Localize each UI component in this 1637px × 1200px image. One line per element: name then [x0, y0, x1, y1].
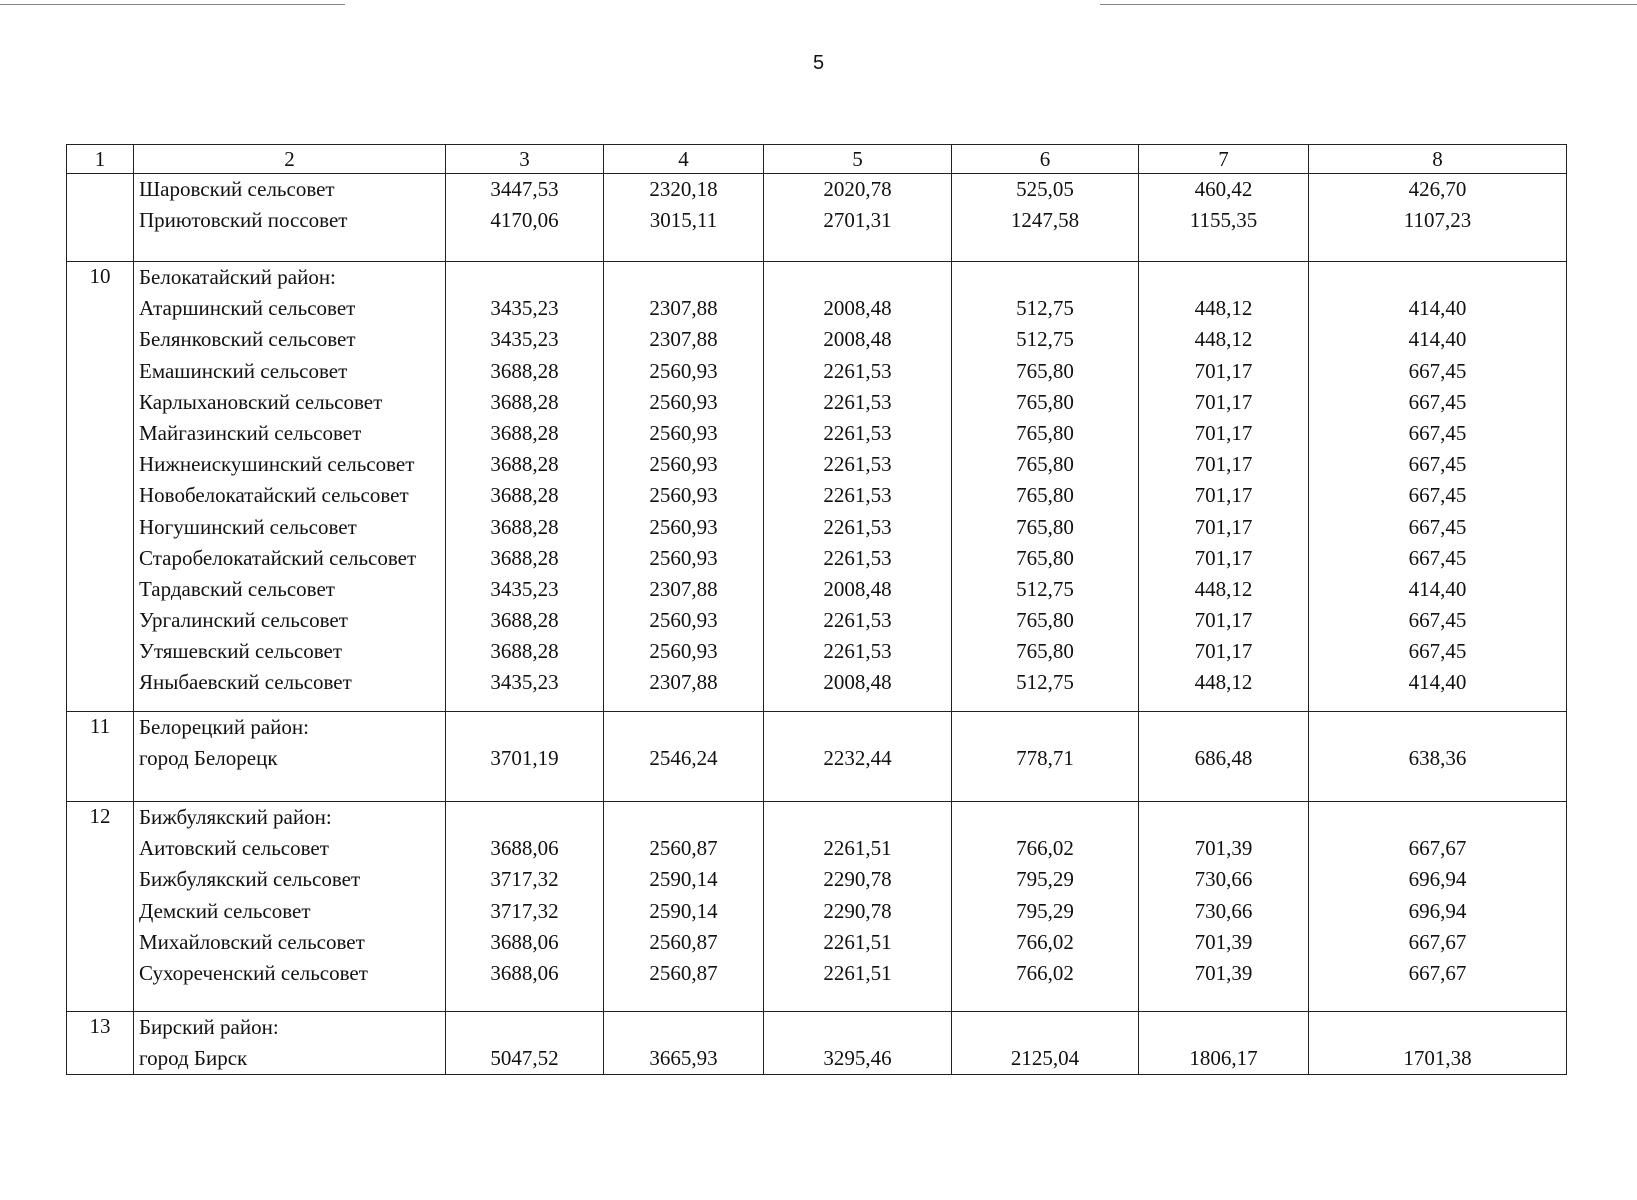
value: 3688,28 — [490, 608, 559, 633]
value-cell-col-7 — [1139, 174, 1309, 262]
value: 2261,53 — [823, 514, 892, 539]
value: 2560,93 — [649, 639, 718, 664]
value: 667,45 — [1408, 389, 1467, 414]
value: 2560,93 — [649, 420, 718, 445]
value: 730,66 — [1194, 867, 1253, 892]
title-spacer — [1139, 262, 1308, 293]
value: 667,67 — [1408, 836, 1467, 861]
value: 3688,06 — [490, 929, 559, 954]
value: 2008,48 — [823, 576, 892, 601]
value: 2290,78 — [823, 867, 892, 892]
value: 2307,88 — [649, 327, 718, 352]
value: 730,66 — [1194, 898, 1253, 923]
value: 1107,23 — [1403, 208, 1472, 233]
value: 667,67 — [1408, 960, 1467, 985]
value: 765,80 — [1016, 452, 1074, 477]
value-cell-col-8 — [1309, 802, 1567, 1012]
value: 667,45 — [1408, 358, 1467, 383]
settlement-name: Утяшевский сельсовет — [139, 639, 343, 664]
title-spacer — [764, 712, 951, 743]
value: 3701,19 — [490, 746, 559, 771]
title-spacer — [604, 802, 763, 833]
value: 2560,93 — [649, 358, 718, 383]
value: 3435,23 — [490, 670, 559, 695]
settlement-name: Атаршинский сельсовет — [139, 296, 356, 321]
title-spacer — [1309, 802, 1566, 833]
value-cell-col-3 — [446, 1012, 604, 1075]
value: 1247,58 — [1010, 208, 1080, 233]
settlement-name: Приютовский поссовет — [139, 208, 348, 233]
value: 2701,31 — [823, 208, 892, 233]
value-cell-col-7 — [1139, 712, 1309, 802]
value-cell-col-8 — [1309, 262, 1567, 712]
value: 3435,23 — [490, 576, 559, 601]
value: 2125,04 — [1010, 1046, 1080, 1071]
value: 701,39 — [1194, 929, 1253, 954]
header-cell-2: 2 — [134, 145, 446, 174]
value: 778,71 — [1016, 746, 1074, 771]
title-spacer — [1309, 262, 1566, 293]
value: 414,40 — [1408, 670, 1467, 695]
value: 795,29 — [1016, 898, 1074, 923]
settlement-name: город Белорецк — [139, 746, 278, 771]
value-cell-col-4 — [604, 802, 764, 1012]
value-cell-col-6 — [952, 802, 1139, 1012]
value: 2560,87 — [649, 929, 718, 954]
title-spacer — [446, 712, 603, 743]
value: 2560,87 — [649, 960, 718, 985]
title-spacer — [446, 1012, 603, 1043]
header-cell-1: 1 — [67, 145, 134, 174]
value-cell-col-7 — [1139, 802, 1309, 1012]
value: 2008,48 — [823, 670, 892, 695]
table-block-row — [67, 1012, 1567, 1075]
value-cell-col-4 — [604, 1012, 764, 1075]
value: 2261,53 — [823, 608, 892, 633]
value: 1155,35 — [1189, 208, 1258, 233]
settlement-name: Белянковский сельсовет — [139, 327, 356, 352]
value: 701,39 — [1194, 960, 1253, 985]
title-spacer — [446, 802, 603, 833]
header-row — [67, 145, 1567, 174]
value: 3688,06 — [490, 836, 559, 861]
value-cell-col-3 — [446, 802, 604, 1012]
header-cell-4: 4 — [604, 145, 764, 174]
title-spacer — [446, 262, 603, 293]
value: 766,02 — [1016, 929, 1074, 954]
value: 414,40 — [1408, 576, 1467, 601]
value: 2261,51 — [823, 929, 892, 954]
settlement-name: Нижнеискушинский сельсовет — [139, 452, 415, 477]
title-spacer — [1309, 712, 1566, 743]
settlement-name: Бижбулякский сельсовет — [139, 867, 361, 892]
value-cell-col-3 — [446, 174, 604, 262]
title-spacer — [604, 1012, 763, 1043]
value: 2261,53 — [823, 545, 892, 570]
value-cell-col-6 — [952, 712, 1139, 802]
value-cell-col-3 — [446, 262, 604, 712]
table-block-row — [67, 262, 1567, 712]
value: 701,17 — [1194, 545, 1253, 570]
value: 701,17 — [1194, 420, 1253, 445]
value: 2261,53 — [823, 358, 892, 383]
settlement-name: Тардавский сельсовет — [139, 576, 335, 601]
value: 2590,14 — [649, 898, 718, 923]
value: 701,39 — [1194, 836, 1253, 861]
value: 701,17 — [1194, 608, 1253, 633]
district-title: Бижбулякский район: — [139, 805, 332, 829]
block-name-cell — [134, 712, 446, 802]
value: 3688,28 — [490, 452, 559, 477]
value: 765,80 — [1016, 608, 1074, 633]
value: 2590,14 — [649, 867, 718, 892]
settlement-name: Новобелокатайский сельсовет — [139, 483, 409, 508]
value: 3435,23 — [490, 327, 559, 352]
header-cell-3: 3 — [446, 145, 604, 174]
block-number-cell: 10 — [67, 262, 134, 712]
value: 448,12 — [1194, 576, 1253, 601]
value: 512,75 — [1016, 327, 1074, 352]
settlement-name: Ургалинский сельсовет — [139, 608, 348, 633]
value: 512,75 — [1016, 576, 1074, 601]
title-spacer — [952, 712, 1138, 743]
value: 765,80 — [1016, 420, 1074, 445]
value: 1701,38 — [1403, 1046, 1472, 1071]
value: 701,17 — [1194, 639, 1253, 664]
value: 667,45 — [1408, 639, 1467, 664]
top-edge-rule-right — [1100, 4, 1637, 5]
value: 701,17 — [1194, 358, 1253, 383]
value-cell-col-5 — [764, 712, 952, 802]
value-cell-col-6 — [952, 262, 1139, 712]
value: 2261,53 — [823, 639, 892, 664]
value: 512,75 — [1016, 296, 1074, 321]
value: 525,05 — [1016, 177, 1074, 201]
value: 2261,53 — [823, 420, 892, 445]
value-cell-col-4 — [604, 262, 764, 712]
block-number-cell: 11 — [67, 712, 134, 802]
value: 4170,06 — [490, 208, 559, 233]
value: 2560,93 — [649, 389, 718, 414]
value: 2008,48 — [823, 327, 892, 352]
value: 667,45 — [1408, 514, 1467, 539]
title-spacer — [952, 1012, 1138, 1043]
value: 667,45 — [1408, 452, 1467, 477]
header-cell-6: 6 — [952, 145, 1139, 174]
value: 2560,93 — [649, 452, 718, 477]
block-name-cell — [134, 1012, 446, 1075]
settlement-name: Старобелокатайский сельсовет — [139, 545, 417, 570]
value: 667,45 — [1408, 545, 1467, 570]
value: 3435,23 — [490, 296, 559, 321]
block-name-cell — [134, 262, 446, 712]
value: 2020,78 — [823, 177, 892, 201]
table-block-row — [67, 712, 1567, 802]
value: 765,80 — [1016, 389, 1074, 414]
value: 795,29 — [1016, 867, 1074, 892]
settlement-name: город Бирск — [139, 1046, 248, 1071]
value: 3015,11 — [649, 208, 718, 233]
value: 696,94 — [1408, 867, 1467, 892]
settlement-name: Сухореченский сельсовет — [139, 960, 368, 985]
value: 2307,88 — [649, 296, 718, 321]
district-title: Бирский район: — [139, 1015, 279, 1039]
title-spacer — [764, 1012, 951, 1043]
value: 448,12 — [1194, 296, 1253, 321]
settlement-name: Аитовский сельсовет — [139, 836, 329, 861]
value: 3688,28 — [490, 358, 559, 383]
table-block-row — [67, 174, 1567, 262]
title-spacer — [952, 262, 1138, 293]
value: 426,70 — [1408, 177, 1467, 201]
value-cell-col-7 — [1139, 262, 1309, 712]
value: 2560,93 — [649, 608, 718, 633]
value: 5047,52 — [490, 1046, 559, 1071]
settlement-name: Яныбаевский сельсовет — [139, 670, 352, 695]
district-title: Белокатайский район: — [139, 265, 336, 289]
title-spacer — [604, 262, 763, 293]
value: 2232,44 — [823, 746, 892, 771]
title-spacer — [764, 802, 951, 833]
title-spacer — [764, 262, 951, 293]
value: 3688,28 — [490, 639, 559, 664]
settlement-name: Демский сельсовет — [139, 898, 311, 923]
block-number-cell: 12 — [67, 802, 134, 1012]
header-cell-7: 7 — [1139, 145, 1309, 174]
value: 2261,53 — [823, 389, 892, 414]
data-table — [66, 144, 1567, 1075]
value: 2560,87 — [649, 836, 718, 861]
value: 765,80 — [1016, 483, 1074, 508]
value: 460,42 — [1194, 177, 1253, 201]
value: 3688,28 — [490, 483, 559, 508]
settlement-name: Емашинский сельсовет — [139, 358, 348, 383]
value-cell-col-5 — [764, 262, 952, 712]
value-cell-col-8 — [1309, 1012, 1567, 1075]
value: 414,40 — [1408, 296, 1467, 321]
value: 2546,24 — [649, 746, 718, 771]
value: 448,12 — [1194, 670, 1253, 695]
district-title: Белорецкий район: — [139, 715, 309, 739]
header-cell-5: 5 — [764, 145, 952, 174]
value: 3688,06 — [490, 960, 559, 985]
value: 765,80 — [1016, 358, 1074, 383]
title-spacer — [1139, 802, 1308, 833]
value: 2261,53 — [823, 452, 892, 477]
settlement-name: Ногушинский сельсовет — [139, 514, 357, 539]
value: 2560,93 — [649, 545, 718, 570]
value-cell-col-5 — [764, 174, 952, 262]
value: 667,45 — [1408, 483, 1467, 508]
header-cell-8: 8 — [1309, 145, 1567, 174]
value: 765,80 — [1016, 545, 1074, 570]
value: 701,17 — [1194, 389, 1253, 414]
value: 638,36 — [1408, 746, 1467, 771]
value: 667,67 — [1408, 929, 1467, 954]
value: 701,17 — [1194, 483, 1253, 508]
value: 448,12 — [1194, 327, 1253, 352]
value: 1806,17 — [1189, 1046, 1258, 1071]
value: 766,02 — [1016, 836, 1074, 861]
value: 2290,78 — [823, 898, 892, 923]
value: 2261,51 — [823, 836, 892, 861]
value: 414,40 — [1408, 327, 1467, 352]
value: 3717,32 — [490, 867, 559, 892]
value-cell-col-4 — [604, 712, 764, 802]
value: 3295,46 — [823, 1046, 892, 1071]
value: 701,17 — [1194, 452, 1253, 477]
value-cell-col-4 — [604, 174, 764, 262]
table-block-row — [67, 802, 1567, 1012]
value: 3688,28 — [490, 389, 559, 414]
value: 766,02 — [1016, 960, 1074, 985]
value: 3717,32 — [490, 898, 559, 923]
value: 2261,53 — [823, 483, 892, 508]
settlement-name: Шаровский сельсовет — [139, 177, 335, 201]
value: 765,80 — [1016, 639, 1074, 664]
block-number-cell: 13 — [67, 1012, 134, 1075]
value: 667,45 — [1408, 608, 1467, 633]
value: 3665,93 — [649, 1046, 718, 1071]
value: 3688,28 — [490, 514, 559, 539]
value: 2560,93 — [649, 514, 718, 539]
value-cell-col-3 — [446, 712, 604, 802]
title-spacer — [1309, 1012, 1566, 1043]
block-number-cell — [67, 174, 134, 262]
page-number: 5 — [812, 52, 825, 74]
block-name-cell — [134, 174, 446, 262]
block-name-cell — [134, 802, 446, 1012]
title-spacer — [1139, 712, 1308, 743]
value: 3688,28 — [490, 545, 559, 570]
value: 2307,88 — [649, 670, 718, 695]
value: 701,17 — [1194, 514, 1253, 539]
value-cell-col-6 — [952, 1012, 1139, 1075]
value: 765,80 — [1016, 514, 1074, 539]
value-cell-col-5 — [764, 802, 952, 1012]
settlement-name: Карлыхановский сельсовет — [139, 389, 383, 414]
value-cell-col-5 — [764, 1012, 952, 1075]
value: 686,48 — [1194, 746, 1253, 771]
value: 2307,88 — [649, 576, 718, 601]
settlement-name: Михайловский сельсовет — [139, 929, 365, 954]
title-spacer — [952, 802, 1138, 833]
value: 2008,48 — [823, 296, 892, 321]
value: 2320,18 — [649, 177, 718, 201]
value-cell-col-8 — [1309, 712, 1567, 802]
settlement-name: Майгазинский сельсовет — [139, 420, 362, 445]
value: 3688,28 — [490, 420, 559, 445]
value: 2261,51 — [823, 960, 892, 985]
value: 2560,93 — [649, 483, 718, 508]
value: 667,45 — [1408, 420, 1467, 445]
table-body — [67, 145, 1567, 1075]
title-spacer — [1139, 1012, 1308, 1043]
title-spacer — [604, 712, 763, 743]
value-cell-col-7 — [1139, 1012, 1309, 1075]
value-cell-col-6 — [952, 174, 1139, 262]
value: 696,94 — [1408, 898, 1467, 923]
top-edge-rule-left — [0, 4, 345, 5]
value: 512,75 — [1016, 670, 1074, 695]
value-cell-col-8 — [1309, 174, 1567, 262]
value: 3447,53 — [490, 177, 559, 201]
